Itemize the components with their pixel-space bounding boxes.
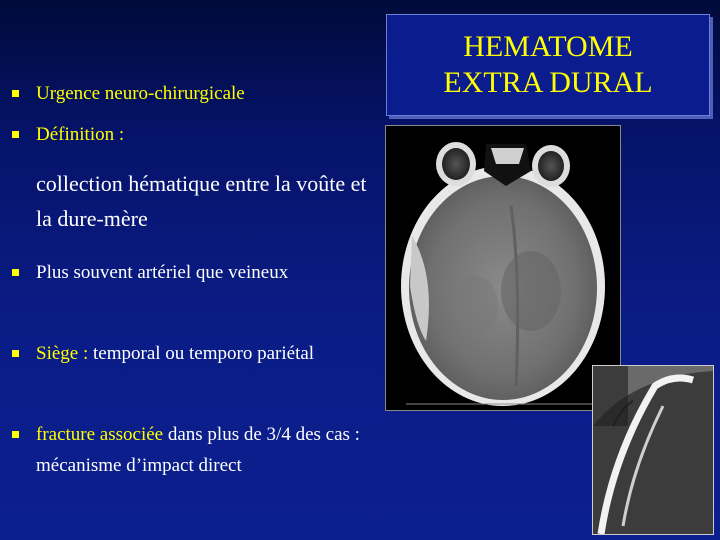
bullet-siege (36, 338, 371, 369)
definition-text: collection hématique entre la voûte et la dure-mère (36, 171, 367, 231)
bullet-marker (12, 350, 19, 357)
bullet-fracture (36, 419, 371, 481)
bullet-urgence: Urgence neuro-chirurgicale (36, 83, 245, 104)
slide-title (386, 14, 710, 116)
fracture-text: dans plus de 3/4 des cas : mécanisme d’impact direct (36, 424, 360, 476)
title-line-2: EXTRA DURAL (443, 66, 653, 99)
ct-scan-drawing (386, 126, 620, 410)
bullet-arteriel: Plus souvent artériel que veineux (36, 262, 289, 283)
bullet-marker (12, 269, 19, 276)
ct-inset-image (592, 365, 714, 535)
bullet-marker (12, 131, 19, 138)
bullet-marker (12, 90, 19, 97)
title-line-1: HEMATOME (463, 30, 633, 63)
ct-scan-image (385, 125, 621, 411)
bullet-marker (12, 431, 19, 438)
ct-inset-drawing (593, 366, 713, 534)
siege-text: temporal ou temporo pariétal (88, 343, 315, 364)
siege-label: Siège : (36, 343, 89, 364)
bullet-definition: Définition : (36, 124, 125, 145)
fracture-label: fracture associée (36, 424, 164, 445)
